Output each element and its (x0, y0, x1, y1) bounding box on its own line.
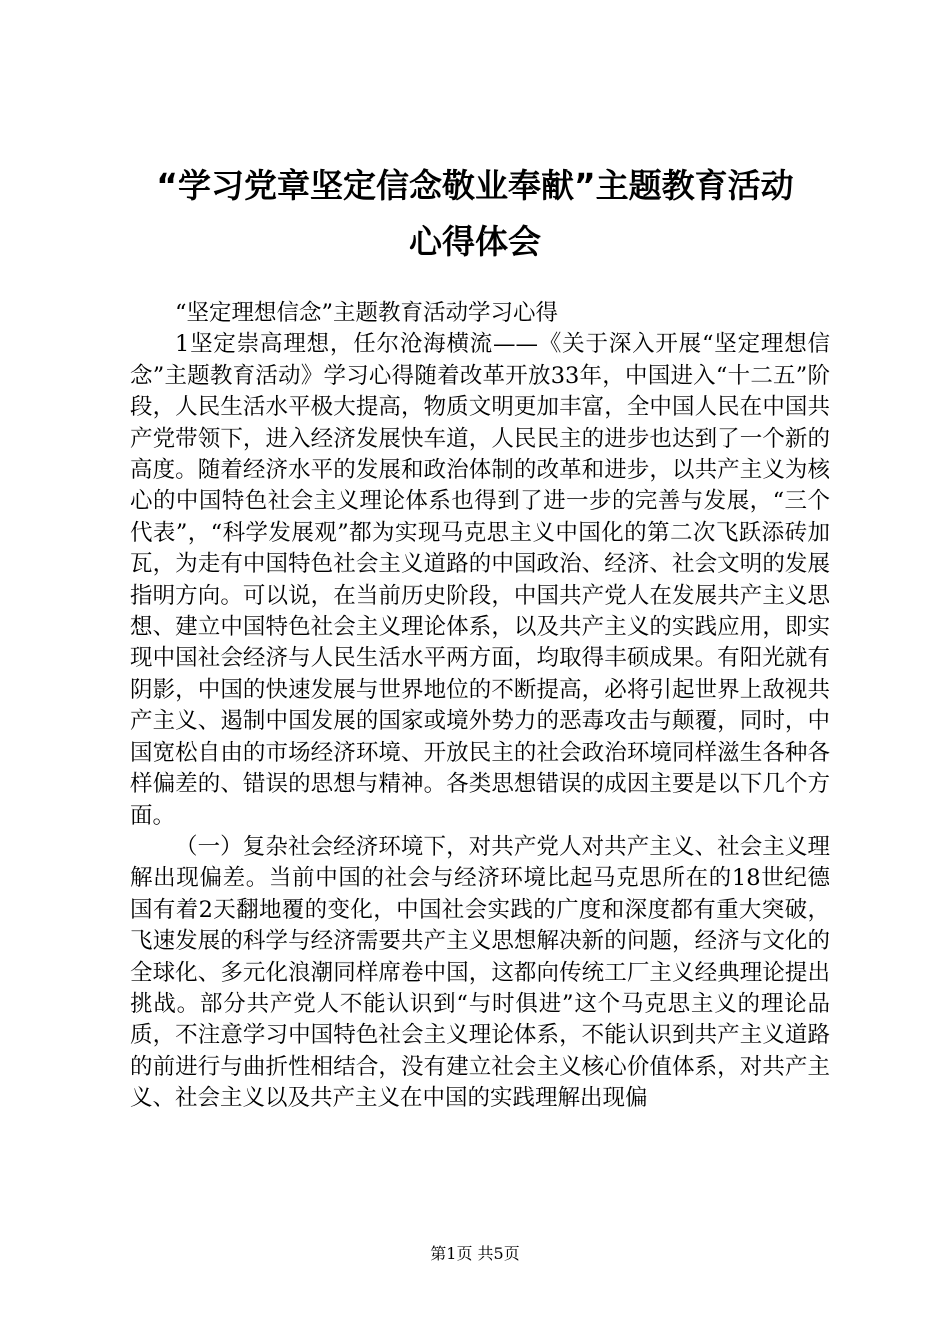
document-title-line-1: “学习党章坚定信念敬业奉献”主题教育活动 (156, 166, 794, 205)
paragraph-subtitle: “坚定理想信念”主题教育活动学习心得 (175, 300, 559, 326)
paragraph-intro: 1坚定崇高理想，任尔沧海横流——《关于深入开展“坚定理想信念”主题教育活动》学习心得随着改革开放33年，中国进入“十二五”阶段，人民生活水平极大提高，物质文明更加丰富，全中国人民在中国共产党带领下，进入经济发展快车道，人民民主的进步也达到了一个新的高度。随着经济水平的发展和政治体制的改革和进步，以共产主义为核心的中国特色社会主义理论体系也得到了进一步的完善与发展，“三个代表”，“科学发展观”都为实现马克思主义中国化的第二次飞跃添砖加瓦，为走有中国特色社会主义道路的中国政治、经济、社会文明的发展指明方向。可以说，在当前历史阶段，中国共产党人在发展共产主义思想、建立中国特色社会主义理论体系，以及共产主义的实践应用，即实现中国社会经济与人民生活水平两方面，均取得丰硕成果。有阳光就有阴影，中国的快速发展与世界地位的不断提高，必将引起世界上敌视共产主义、遏制中国发展的国家或境外势力的恶毒攻击与颠覆，同时，中国宽松自由的市场经济环境、开放民主的社会政治环境同样滋生各种各样偏差的、错误的思想与精神。各类思想错误的成因主要是以下几个方面。 (130, 331, 830, 829)
document-body (130, 298, 830, 1115)
page-footer: 第1页 共5页 (430, 1244, 520, 1263)
paragraph-section-1: （一）复杂社会经济环境下，对共产党人对共产主义、社会主义理解出现偏差。当前中国的社会与经济环境比起马克思所在的18世纪德国有着2天翻地覆的变化，中国社会实践的广度和深度都有重大突破，飞速发展的科学与经济需要共产主义思想解决新的问题，经济与文化的全球化、多元化浪潮同样席卷中国，这都向传统工厂主义经典理论提出挑战。部分共产党人不能认识到“与时俱进”这个马克思主义的理论品质，不注意学习中国特色社会主义理论体系，不能认识到共产主义道路的前进行与曲折性相结合，没有建立社会主义核心价值体系，对共产主义、社会主义以及共产主义在中国的实践理解出现偏 (130, 833, 830, 1112)
document-title-line-2: 心得体会 (409, 222, 541, 261)
